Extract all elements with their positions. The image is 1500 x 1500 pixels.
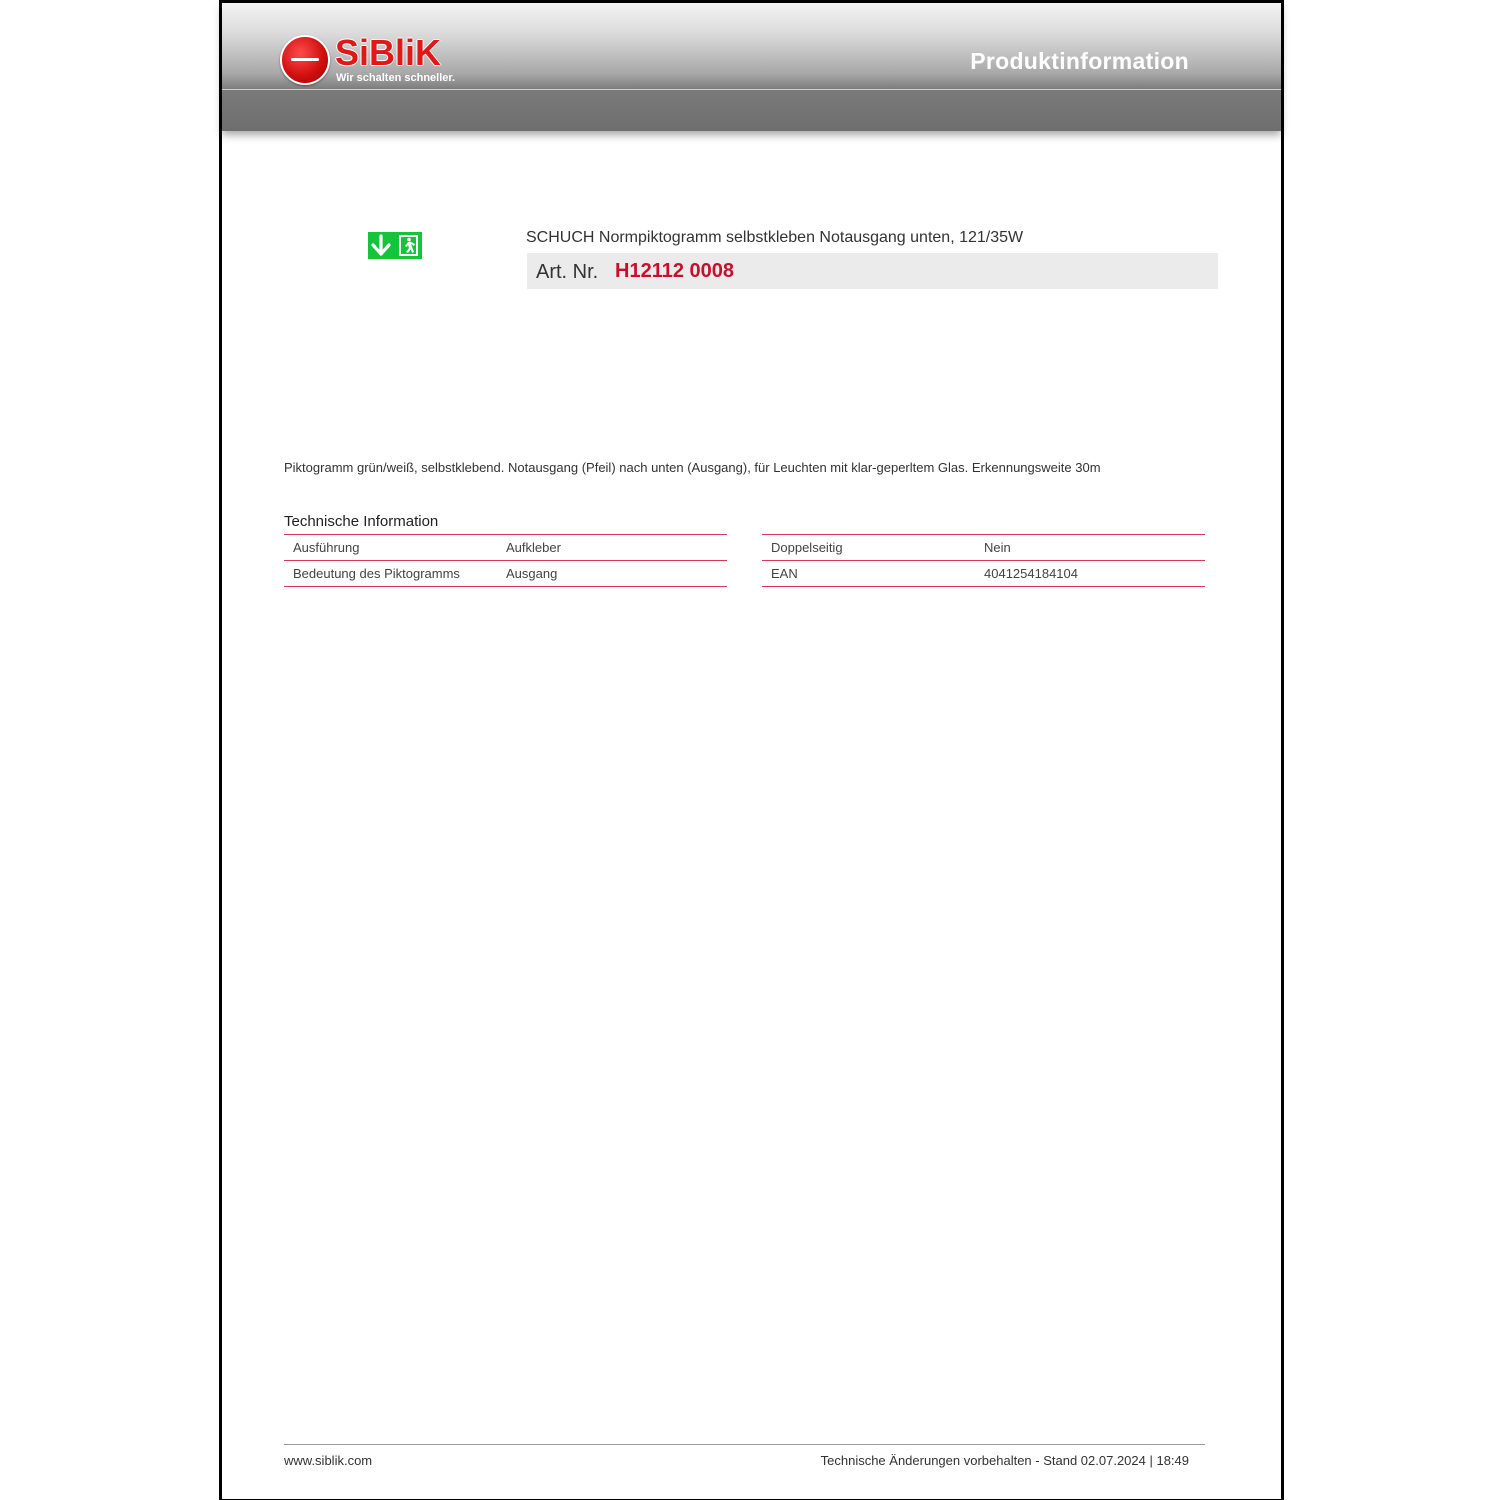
footer-divider <box>284 1444 1205 1445</box>
logo-tagline: Wir schalten schneller. <box>336 72 456 84</box>
header-divider <box>222 89 1281 90</box>
spec-value: 4041254184104 <box>975 561 1205 587</box>
logo-brand: SiBliK <box>335 32 442 73</box>
article-number-value: H12112 0008 <box>615 260 735 282</box>
footer-notice: Technische Änderungen vorbehalten - Stand 02.07.2024 | 18:49 <box>820 1453 1189 1468</box>
table-row <box>762 535 1205 561</box>
product-description: Piktogramm grün/weiß, selbstklebend. Notausgang (Pfeil) nach unten (Ausgang), für Leuchten mit klar-geperltem Glas. Erkennungsweite 30m <box>284 460 1101 475</box>
page-title: Produktinformation <box>970 48 1189 74</box>
spec-key: Ausführung <box>284 535 497 561</box>
tech-spec-table-right <box>762 534 1205 587</box>
table-row <box>284 535 727 561</box>
page-header <box>222 3 1281 131</box>
tech-info-heading: Technische Information <box>284 513 439 530</box>
siblik-logo <box>280 32 480 87</box>
spec-key: Bedeutung des Piktogramms <box>284 561 497 587</box>
spec-key: Doppelseitig <box>762 535 975 561</box>
table-row <box>762 561 1205 587</box>
running-man-door-icon <box>396 233 421 258</box>
article-number-label: Art. Nr. <box>536 261 599 283</box>
spec-value: Aufkleber <box>497 535 727 561</box>
arrow-down-icon <box>369 233 393 258</box>
product-title: SCHUCH Normpiktogramm selbstkleben Notausgang unten, 121/35W <box>526 229 1024 246</box>
product-sheet-page <box>219 0 1284 1500</box>
tech-spec-table-left <box>284 534 727 587</box>
article-number-box <box>527 253 1218 289</box>
logo-circle-icon <box>280 35 330 85</box>
website-link[interactable]: www.siblik.com <box>284 1453 373 1468</box>
spec-value: Ausgang <box>497 561 727 587</box>
table-row <box>284 561 727 587</box>
spec-value: Nein <box>975 535 1205 561</box>
spec-key: EAN <box>762 561 975 587</box>
emergency-exit-arrow-down-icon <box>368 232 422 259</box>
